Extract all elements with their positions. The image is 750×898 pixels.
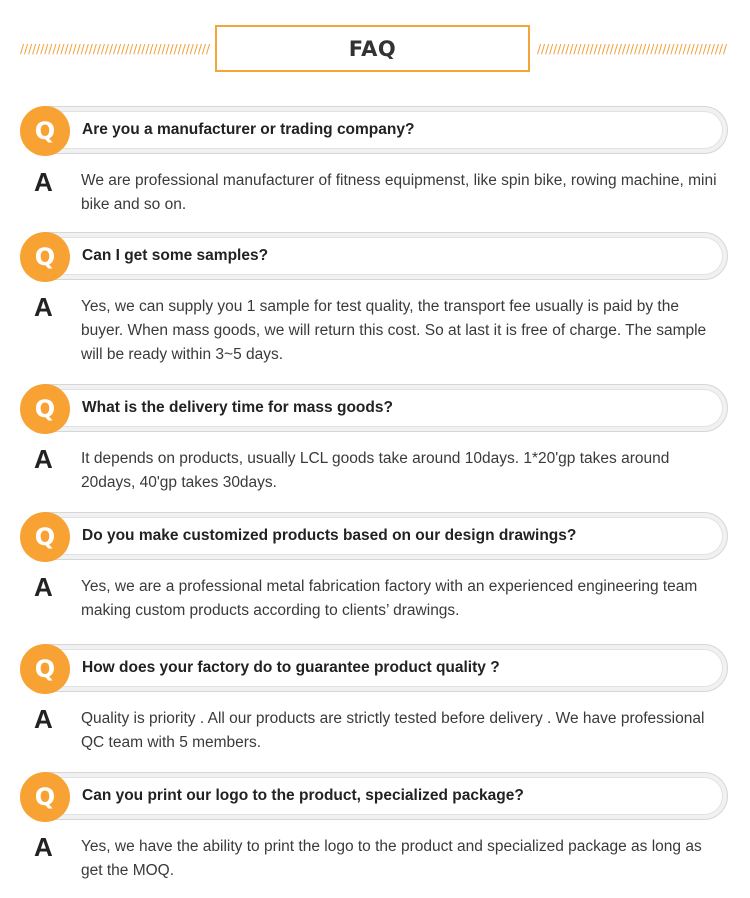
answer-text: Yes, we can supply you 1 sample for test quality, the transport fee usually is paid by the buyer. When mass goods, we will return this cost. So at last it is free of charge. The sample will be ready within 3~5 days.	[81, 298, 707, 363]
faq-title-box	[215, 25, 530, 72]
question-text: Do you make customized products based on our design drawings?	[82, 527, 577, 544]
a-label-icon: A	[34, 444, 53, 474]
question-row	[20, 384, 728, 434]
question-row	[20, 644, 728, 694]
question-text: What is the delivery time for mass goods?	[82, 399, 393, 416]
q-badge-icon: Q	[20, 232, 70, 282]
answer-text: Quality is priority . All our products are strictly tested before delivery . We have professional QC team with 5 members.	[81, 710, 705, 751]
question-text: How does your factory do to guarantee product quality ?	[82, 659, 500, 676]
decorative-slashes-left: ///////////////////////////////////////////////	[20, 42, 211, 56]
answer-text: Yes, we have the ability to print the logo to the product and specialized package as long as get the MOQ.	[81, 838, 702, 879]
question-row	[20, 232, 728, 282]
a-label-icon: A	[34, 832, 53, 862]
question-row	[20, 772, 728, 822]
answer-text: We are professional manufacturer of fitness equipmenst, like spin bike, rowing machine, mini bike and so on.	[81, 172, 717, 213]
q-badge-icon: Q	[20, 644, 70, 694]
faq-header	[0, 25, 750, 75]
q-badge-icon: Q	[20, 512, 70, 562]
answer-text: It depends on products, usually LCL goods take around 10days. 1*20'gp takes around 20days, 40'gp takes 30days.	[81, 450, 670, 491]
page-title: FAQ	[348, 36, 397, 61]
question-text: Can you print our logo to the product, specialized package?	[82, 787, 524, 804]
answer-text: Yes, we are a professional metal fabrication factory with an experienced engineering team making custom products according to clients’ drawings.	[81, 578, 698, 619]
q-badge-icon: Q	[20, 384, 70, 434]
a-label-icon: A	[34, 704, 53, 734]
q-badge-icon: Q	[20, 772, 70, 822]
question-row	[20, 512, 728, 562]
q-badge-icon: Q	[20, 106, 70, 156]
a-label-icon: A	[34, 572, 53, 602]
decorative-slashes-right: ///////////////////////////////////////////////	[537, 42, 728, 56]
a-label-icon: A	[34, 292, 53, 322]
question-text: Are you a manufacturer or trading company?	[82, 121, 415, 138]
a-label-icon: A	[34, 167, 53, 197]
question-text: Can I get some samples?	[82, 247, 269, 264]
question-row	[20, 106, 728, 156]
